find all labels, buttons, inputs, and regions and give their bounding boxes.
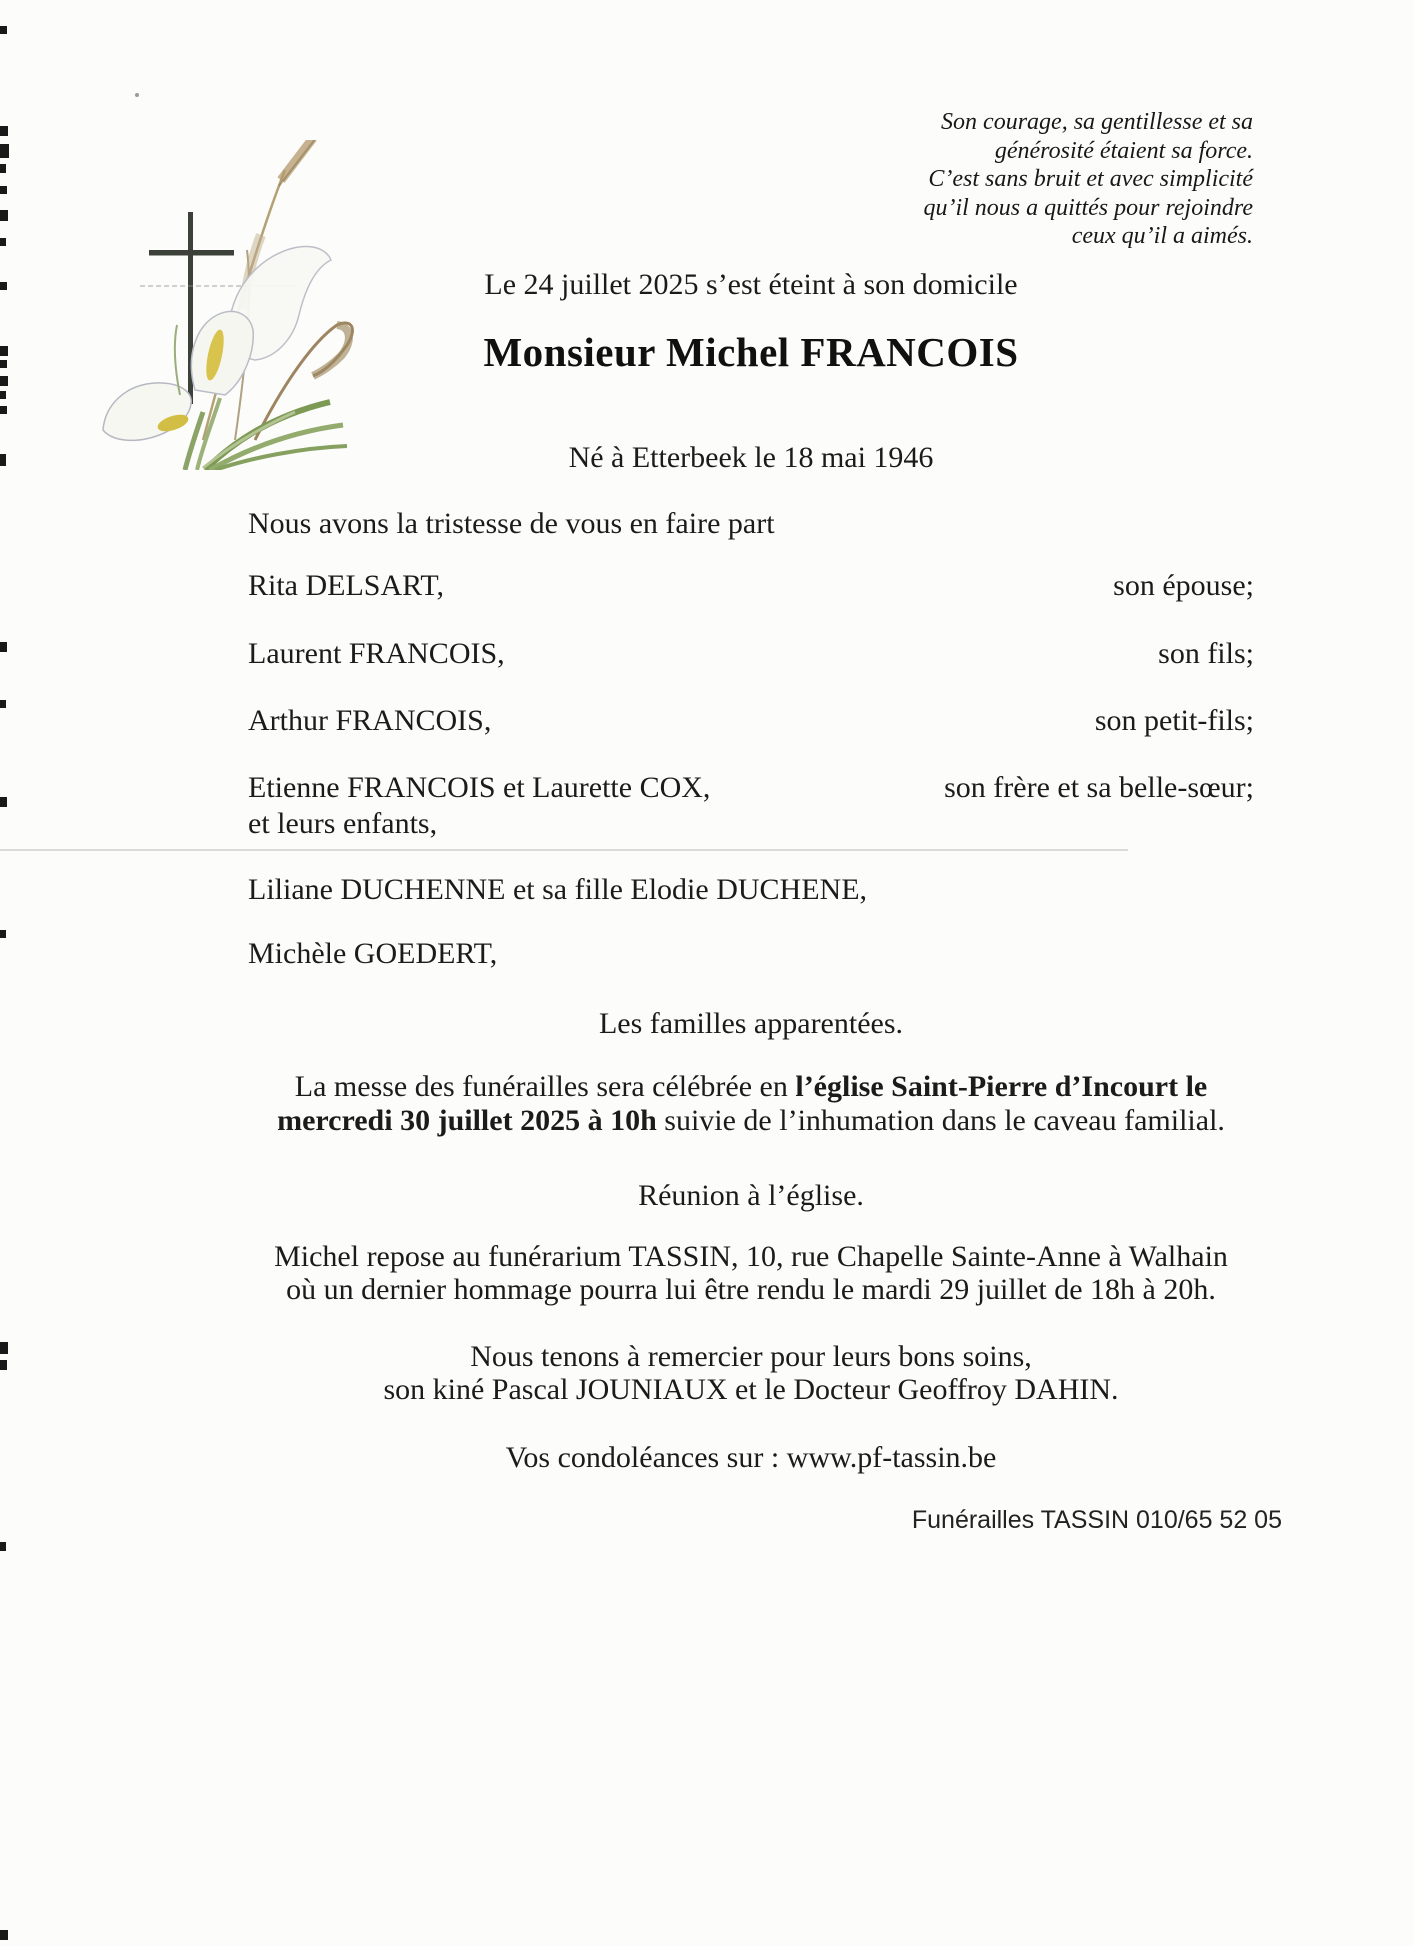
mourner-line: Liliane DUCHENNE et sa fille Elodie DUCHENE, — [248, 873, 868, 906]
scan-artifact — [0, 126, 8, 136]
ceremony-text: La messe des funérailles sera célébrée en — [294, 1070, 796, 1103]
intro-line: Nous avons la tristesse de vous en faire part — [248, 507, 775, 540]
scan-artifact — [0, 360, 7, 368]
family-name: Laurent FRANCOIS, — [248, 637, 505, 670]
quote-line: Son courage, sa gentillesse et sa — [941, 109, 1253, 135]
scan-artifact — [0, 238, 6, 246]
ceremony-paragraph — [248, 1070, 1254, 1138]
family-relation: son petit-fils; — [1094, 704, 1254, 737]
funeral-home-footer: Funérailles TASSIN 010/65 52 05 — [911, 1506, 1282, 1534]
scan-artifact — [0, 1930, 8, 1940]
family-name: Arthur FRANCOIS, — [248, 704, 492, 737]
repose-paragraph — [248, 1240, 1254, 1306]
related-families-line: Les familles apparentées. — [598, 1007, 904, 1040]
ceremony-line-1 — [248, 1070, 1254, 1104]
family-row — [248, 770, 1254, 842]
ceremony-text: suivie de l’inhumation dans le caveau familial. — [656, 1104, 1225, 1137]
family-row — [248, 568, 1254, 604]
scan-artifact — [0, 144, 9, 158]
deceased-name-title: Monsieur Michel FRANCOIS — [483, 329, 1019, 375]
scan-streak-line — [0, 849, 1128, 851]
quote-line: qu’il nous a quittés pour rejoindre — [923, 194, 1253, 221]
scan-artifact — [0, 346, 8, 356]
repose-line: Michel repose au funérarium TASSIN, 10, rue Chapelle Sainte-Anne à Walhain — [274, 1240, 1228, 1273]
scan-artifact — [0, 797, 7, 807]
reunion-line: Réunion à l’église. — [638, 1179, 864, 1212]
scan-artifact — [0, 186, 7, 194]
scan-artifact — [0, 282, 7, 290]
family-relation: son fils; — [1158, 637, 1254, 670]
birth-line: Né à Etterbeek le 18 mai 1946 — [568, 441, 934, 474]
repose-line: où un dernier hommage pourra lui être rendu le mardi 29 juillet de 18h à 20h. — [286, 1273, 1216, 1306]
thanks-line: Nous tenons à remercier pour leurs bons soins, — [470, 1340, 1032, 1373]
ceremony-datetime-bold: mercredi 30 juillet 2025 à 10h — [277, 1104, 657, 1137]
family-row — [248, 703, 1254, 739]
cross-and-lilies-illustration — [85, 140, 355, 470]
death-date-line: Le 24 juillet 2025 s’est éteint à son domicile — [484, 268, 1018, 301]
thanks-paragraph — [248, 1340, 1254, 1406]
family-name-line2: et leurs enfants, — [248, 807, 438, 840]
scan-artifact — [0, 376, 8, 386]
thanks-line: son kiné Pascal JOUNIAUX et le Docteur Geoffroy DAHIN. — [383, 1373, 1119, 1406]
scan-artifact — [0, 210, 8, 221]
scan-artifact — [0, 26, 7, 34]
family-name-line1: Etienne FRANCOIS et Laurette COX, — [248, 771, 711, 804]
mourner-line: Michèle GOEDERT, — [248, 937, 498, 970]
scan-artifact — [0, 454, 6, 466]
family-relation: son épouse; — [1113, 569, 1254, 602]
family-name: Rita DELSART, — [248, 569, 444, 602]
scan-artifact — [0, 1342, 8, 1354]
epitaph-quote — [693, 108, 1253, 251]
scan-artifact — [0, 642, 7, 652]
family-name — [248, 770, 710, 842]
family-relation: son frère et sa belle-sœur; — [944, 771, 1254, 804]
ceremony-church-bold: l’église Saint-Pierre d’Incourt le — [795, 1070, 1208, 1103]
quote-line: ceux qu’il a aimés. — [1071, 223, 1253, 249]
scan-artifact — [0, 930, 6, 938]
quote-line: générosité étaient sa force. — [994, 137, 1253, 164]
scan-artifact — [0, 164, 6, 173]
scan-artifact — [0, 700, 6, 708]
scan-artifact — [0, 406, 7, 414]
scan-artifact — [0, 1360, 7, 1370]
scan-artifact — [0, 1542, 6, 1551]
scan-speck — [135, 93, 139, 97]
scan-artifact — [0, 391, 6, 399]
quote-line: C’est sans bruit et avec simplicité — [928, 166, 1253, 192]
family-row — [248, 636, 1254, 672]
condolences-line: Vos condoléances sur : www.pf-tassin.be — [505, 1441, 997, 1474]
ceremony-line-2 — [248, 1104, 1254, 1138]
